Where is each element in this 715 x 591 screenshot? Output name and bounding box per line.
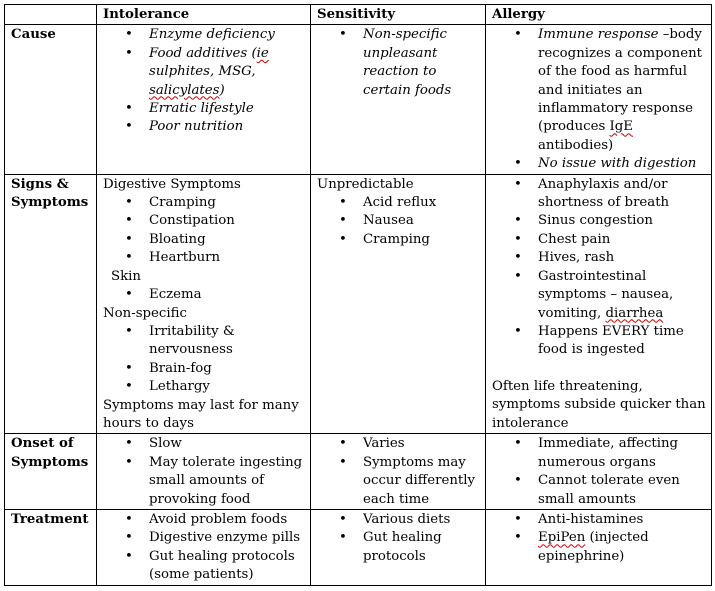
row-cause (5, 25, 712, 174)
cell-treatment-intolerance (97, 509, 311, 585)
bullet-list (317, 26, 482, 100)
list-item: • Lethargy (149, 378, 307, 396)
row-onset (5, 434, 712, 510)
subheading-digestive: Digestive Symptoms (103, 176, 241, 192)
bullet-list (103, 26, 307, 136)
list-item: • Sinus congestion (538, 212, 708, 230)
bullet-list (103, 435, 307, 509)
subheading-unpredictable: Unpredictable (317, 176, 414, 192)
list-item: • Symptoms may occur differently each time (363, 454, 482, 509)
list-item: • Avoid problem foods (149, 511, 307, 529)
row-signs-symptoms (5, 174, 712, 434)
list-item: • Heartburn (149, 249, 307, 267)
col-header-sensitivity: Sensitivity (311, 5, 486, 25)
cell-cause-allergy (486, 25, 712, 174)
list-item: • Erratic lifestyle (149, 100, 307, 118)
bullet-list (492, 511, 708, 566)
list-item: • Eczema (149, 286, 307, 304)
list-item: • Various diets (363, 511, 482, 529)
list-item: • Slow (149, 435, 307, 453)
list-item: • Non-specific unpleasant reaction to certain foods (363, 26, 482, 100)
list-item: • Anti-histamines (538, 511, 708, 529)
bullet-list (317, 194, 482, 249)
allergy-severity-note: Often life threatening, symptoms subside quicker than intolerance (492, 378, 706, 431)
cell-treatment-allergy (486, 509, 712, 585)
col-header-allergy: Allergy (486, 5, 712, 25)
row-header-treatment: Treatment (5, 509, 97, 585)
spellcheck-word: IgE (609, 119, 633, 135)
text-run: –body recognizes a component of the food as harmful and initiates an inflammatory response (produces (538, 27, 703, 135)
list-item: • Digestive enzyme pills (149, 529, 307, 547)
list-item: • Nausea (363, 212, 482, 230)
cell-onset-sensitivity (311, 434, 486, 510)
corner-cell (5, 5, 97, 25)
list-item: • Anaphylaxis and/or shortness of breath (538, 176, 708, 213)
row-header-line: Onset of (11, 436, 74, 452)
text-run: ) (219, 82, 225, 98)
bullet-list (492, 176, 708, 360)
row-treatment (5, 509, 712, 585)
spacer (492, 360, 708, 378)
cell-signs-sensitivity (311, 174, 486, 434)
list-item (538, 26, 708, 155)
text-run: antibodies) (538, 137, 614, 153)
bullet-list (103, 511, 307, 585)
list-item: • Bloating (149, 231, 307, 249)
bullet-list (317, 511, 482, 566)
list-item: • Gut healing protocols (363, 529, 482, 566)
subheading-nonspecific: Non-specific (103, 305, 187, 321)
col-header-intolerance: Intolerance (97, 5, 311, 25)
list-item: • Acid reflux (363, 194, 482, 212)
list-item: • Varies (363, 435, 482, 453)
list-item: • Gut healing protocols (some patients) (149, 548, 307, 585)
subheading-skin: Skin (111, 268, 141, 284)
list-item: • Hives, rash (538, 249, 708, 267)
bullet-list (317, 435, 482, 509)
list-item: • No issue with digestion (538, 155, 708, 173)
list-item (538, 268, 708, 323)
list-item: • Happens EVERY time food is ingested (538, 323, 708, 360)
cell-onset-allergy (486, 434, 712, 510)
comparison-table (4, 4, 712, 586)
text-run: sulphites, MSG, (149, 64, 256, 80)
bullet-list (492, 26, 708, 173)
row-header-line: Symptoms (11, 454, 89, 470)
cell-cause-intolerance (97, 25, 311, 174)
cell-signs-allergy (486, 174, 712, 434)
list-item: • Cannot tolerate even small amounts (538, 472, 708, 509)
list-item: • Irritability & nervousness (149, 323, 307, 360)
row-header-cause: Cause (5, 25, 97, 174)
list-item (538, 529, 708, 566)
spellcheck-word: salicylates (149, 82, 220, 98)
spellcheck-word: EpiPen (538, 530, 586, 546)
bullet-list (103, 194, 307, 268)
cell-onset-intolerance (97, 434, 311, 510)
list-item: • Poor nutrition (149, 118, 307, 136)
row-header-onset (5, 434, 97, 510)
cell-signs-intolerance (97, 174, 311, 434)
list-item: • Enzyme deficiency (149, 26, 307, 44)
spellcheck-word: ie (256, 45, 269, 61)
text-run: Food additives ( (149, 45, 257, 61)
header-row (5, 5, 712, 25)
row-header-line: Symptoms (11, 195, 89, 211)
list-item: • Immediate, affecting numerous organs (538, 435, 708, 472)
bullet-list (103, 286, 307, 304)
cell-treatment-sensitivity (311, 509, 486, 585)
cell-cause-sensitivity (311, 25, 486, 174)
text-run: Immune response (538, 27, 659, 43)
list-item: • Brain-fog (149, 360, 307, 378)
list-item: • Chest pain (538, 231, 708, 249)
list-item: • Cramping (149, 194, 307, 212)
symptom-duration-note: Symptoms may last for many hours to days (103, 397, 299, 431)
list-item: • May tolerate ingesting small amounts of provoking food (149, 454, 307, 509)
row-header-line: Signs & (11, 176, 69, 192)
bullet-list (103, 323, 307, 397)
text-run: Gastrointestinal symptoms – nausea, vomiting, (538, 268, 674, 321)
list-item: • Cramping (363, 231, 482, 249)
text-run: (injected epinephrine) (538, 530, 649, 564)
spellcheck-word: diarrhea (605, 305, 664, 321)
bullet-list (492, 435, 708, 509)
list-item (149, 45, 307, 100)
list-item: • Constipation (149, 212, 307, 230)
row-header-signs-symptoms (5, 174, 97, 434)
